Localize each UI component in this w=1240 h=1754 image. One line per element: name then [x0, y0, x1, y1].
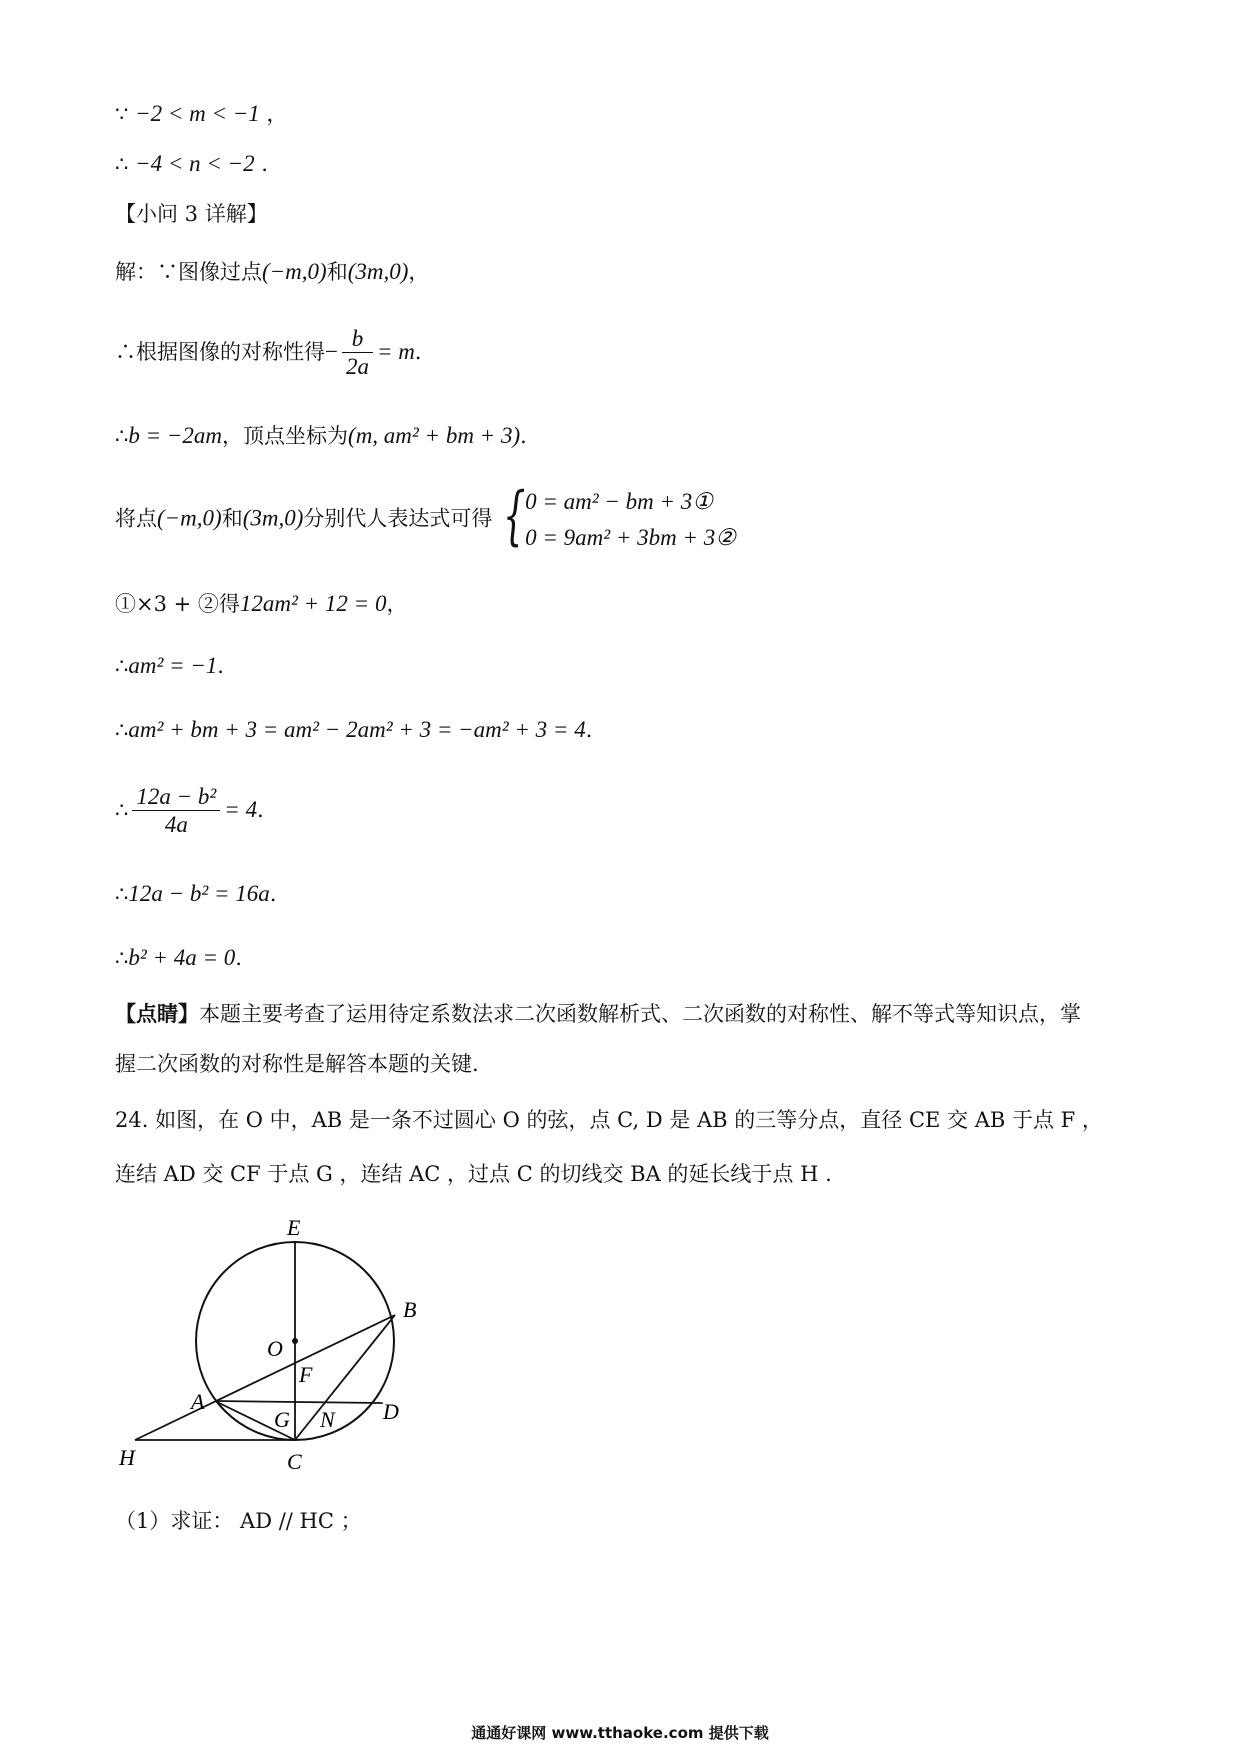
point-2: (3m,0): [347, 259, 409, 284]
point-1: (−m,0): [262, 259, 327, 284]
fraction: [132, 784, 220, 839]
text: ①×3 + ②得: [115, 592, 240, 616]
line-simplify: [115, 880, 291, 908]
vertex-coordinate: (m, am² + bm + 3): [348, 423, 521, 448]
problem-24-statement: 24. 如图，在 O 中，AB 是一条不过圆心 O 的弦，点 C, D 是 AB 的三等分点，直径 CE 交 AB 于点 F ，: [115, 1108, 1103, 1132]
punctuation: ．: [217, 654, 239, 678]
line-comment-cont: 握二次函数的对称性是解答本题的关键.: [115, 1052, 479, 1076]
punctuation: ，: [386, 592, 408, 616]
comment-heading: 【点睛】: [115, 1001, 199, 1026]
point-2: (3m,0): [242, 505, 304, 531]
line-vertex-value: [115, 716, 607, 744]
minus-sign: −: [325, 339, 338, 364]
line-combine: [115, 590, 407, 618]
therefore-symbol: ∴: [115, 798, 129, 822]
line-inequality-n: [115, 150, 282, 178]
therefore-symbol: ∴: [115, 718, 129, 742]
line-vertex: [115, 422, 541, 450]
punctuation: ，: [266, 102, 288, 126]
line-HB: [135, 1315, 395, 1440]
label-D: D: [383, 1399, 399, 1424]
math-expression: 12a − b² = 16a: [128, 881, 270, 906]
text: ，顶点坐标为: [222, 424, 349, 448]
line-solution-start: [115, 258, 429, 286]
punctuation: ．: [414, 340, 436, 364]
text: 将点: [115, 506, 157, 531]
label-A: A: [191, 1389, 205, 1414]
denominator: 4a: [132, 810, 220, 839]
punctuation: ．: [235, 946, 257, 970]
equation-1: 0 = am² − bm + 3①: [525, 489, 713, 514]
math-expression: am² + bm + 3 = am² − 2am² + 3 = −am² + 3 = 4: [128, 717, 586, 742]
line-AD: [215, 1401, 383, 1403]
line-system: [115, 479, 736, 556]
equation-2: 0 = 9am² + 3bm + 3②: [525, 525, 736, 550]
math-expression: −4 < n < −2: [135, 151, 255, 176]
text: 解：∵图像过点: [115, 260, 262, 284]
math-expression: = m: [376, 339, 415, 364]
denominator: 2a: [342, 352, 373, 381]
text: 和: [221, 506, 243, 531]
line-am2: [115, 652, 238, 680]
punctuation: ，: [408, 260, 430, 284]
punctuation: ．: [585, 718, 607, 742]
label-C: C: [287, 1449, 302, 1474]
math-expression: am² = −1: [128, 653, 218, 678]
therefore-symbol: ∴: [115, 946, 129, 970]
numerator: 12a − b²: [136, 784, 217, 809]
label-B: B: [403, 1297, 417, 1322]
fraction: [342, 326, 373, 381]
text: 分别代人表达式可得: [303, 506, 493, 531]
line-symmetry: [115, 326, 436, 381]
equation-system: [503, 479, 736, 556]
comment-text: 本题主要考查了运用待定系数法求二次函数解析式、二次函数的对称性、解不等式等知识点，掌: [199, 1002, 1081, 1026]
sub-question-1: （1）求证： AD // HC ；: [115, 1509, 362, 1533]
line-comment: [115, 1000, 1081, 1028]
label-N: N: [320, 1407, 335, 1432]
point-1: (−m,0): [157, 505, 222, 531]
math-expression: −2 < m < −1: [135, 101, 260, 126]
label-F: F: [299, 1362, 313, 1387]
center-point: [292, 1338, 298, 1344]
math-expression: 12am² + 12 = 0: [239, 591, 387, 616]
geometry-figure: [115, 1205, 455, 1495]
punctuation: ．: [261, 152, 283, 176]
label-G: G: [274, 1407, 290, 1432]
line-inequality-m: [115, 100, 287, 128]
math-expression: b = −2am: [128, 423, 223, 448]
label-H: H: [119, 1445, 135, 1470]
numerator: b: [351, 326, 364, 351]
math-expression: = 4: [224, 797, 258, 822]
punctuation: ．: [520, 424, 542, 448]
math-expression: b² + 4a = 0: [128, 945, 236, 970]
therefore-symbol: ∴: [115, 424, 129, 448]
label-E: E: [287, 1215, 301, 1240]
line-result: [115, 944, 256, 972]
label-O: O: [267, 1336, 283, 1361]
section-heading: 【小问 3 详解】: [115, 202, 268, 226]
therefore-symbol: ∴: [115, 882, 129, 906]
therefore-symbol: ∴: [115, 654, 129, 678]
footer-watermark: 通通好课网 www.tthaoke.com 提供下载: [471, 1724, 769, 1742]
problem-24-statement-cont: 连结 AD 交 CF 于点 G ，连结 AC ，过点 C 的切线交 BA 的延长线于点 H .: [115, 1162, 832, 1186]
because-symbol: ∵: [115, 102, 129, 126]
punctuation: ．: [257, 798, 279, 822]
text: 和: [326, 260, 348, 284]
text: ∴根据图像的对称性得: [115, 340, 325, 364]
line-fraction-eq: [115, 784, 278, 839]
brace: {: [503, 479, 526, 553]
punctuation: ．: [269, 882, 291, 906]
therefore-symbol: ∴: [115, 152, 129, 176]
